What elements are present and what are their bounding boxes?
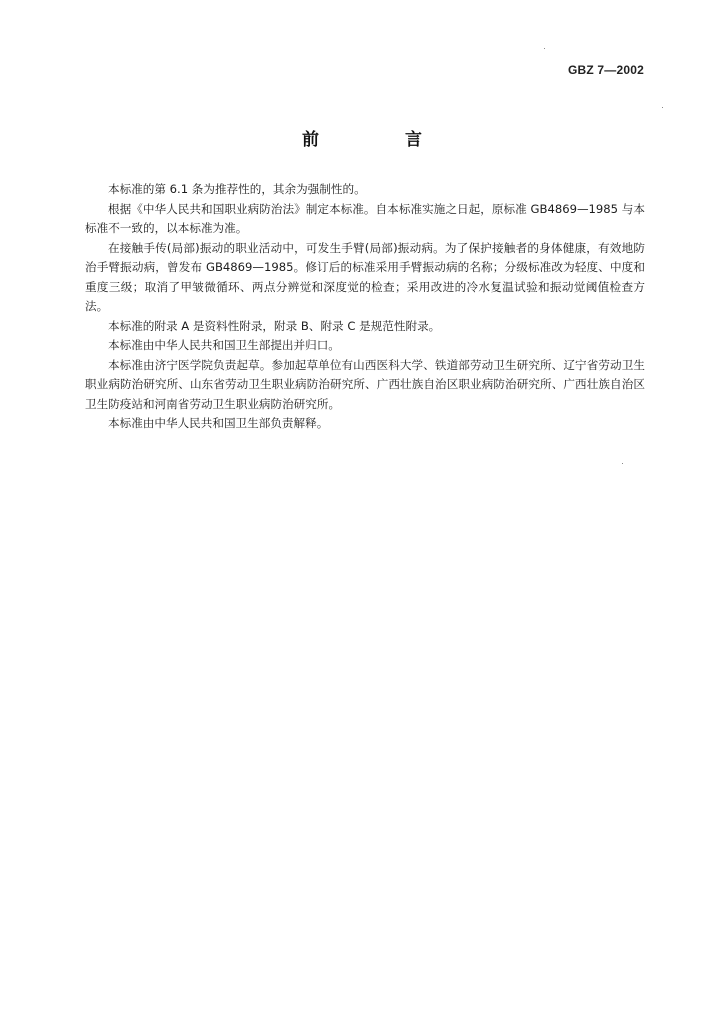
paragraph-interpretation: 本标准由中华人民共和国卫生部负责解释。	[108, 416, 329, 430]
scan-speck	[544, 48, 545, 49]
paragraph-drafters: 本标准由济宁医学院负责起草。参加起草单位有山西医科大学、铁道部劳动卫生研究所、辽宁省劳动卫生职业病防治研究所、山东省劳动卫生职业病防治研究所、广西壮族自治区职业病防治研究所、广西壮族自治区卫生防疫站和河南省劳动卫生职业病防治研究所。	[85, 357, 645, 411]
paragraph-revision-summary: 在接触手传(局部)振动的职业活动中，可发生手臂(局部)振动病。为了保护接触者的身体健康，有效地防治手臂振动病，曾发布 GB4869—1985。修订后的标准采用手臂振动病的名称；分级标准改为轻度、中度和重度三级；取消了甲皱微循环、两点分辨觉和深度觉的检查；采用改进的冷水复温试验和振动觉阈值检查方法。	[85, 240, 645, 313]
preface-body	[85, 180, 645, 434]
scan-speck	[662, 107, 663, 108]
preface-title: 前 言	[302, 130, 462, 150]
paragraph-appendices: 本标准的附录 A 是资料性附录，附录 B、附录 C 是规范性附录。	[108, 318, 441, 333]
paragraph-proposer: 本标准由中华人民共和国卫生部提出并归口。	[108, 338, 340, 352]
paragraph-recommended-clause: 本标准的第 6.1 条为推荐性的，其余为强制性的。	[108, 182, 366, 196]
paragraph-legal-basis: 根据《中华人民共和国职业病防治法》制定本标准。自本标准实施之日起，原标准 GB4869—1985 与本标准不一致的，以本标准为准。	[85, 201, 645, 235]
standard-code: GBZ 7—2002	[567, 63, 644, 77]
scan-speck	[622, 463, 623, 464]
